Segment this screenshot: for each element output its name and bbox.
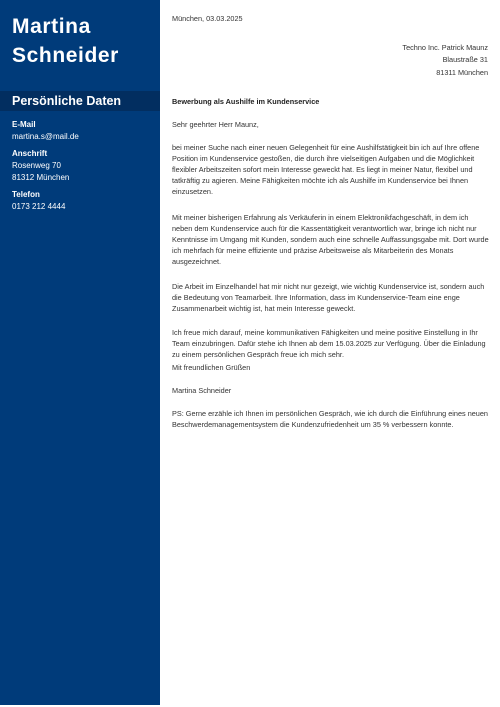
applicant-last-name: Schneider: [12, 44, 119, 67]
email-block: [12, 119, 157, 143]
address-city: 81312 München: [12, 173, 70, 182]
salutation: Sehr geehrter Herr Maunz,: [172, 120, 259, 129]
phone-label: Telefon: [12, 190, 40, 199]
postscript: PS: Gerne erzähle ich Ihnen im persönlichen Gespräch, wie ich durch die Einführung eines neuen Beschwerdemanagementsystem die Kundenzufriedenheit um 35 % verbessern konnte.: [172, 409, 488, 429]
address-block: [12, 148, 157, 184]
recipient-line-2: Blaustraße 31: [442, 55, 488, 65]
address-street: Rosenweg 70: [12, 161, 61, 170]
paragraph-4: Ich freue mich darauf, meine kommunikativen Fähigkeiten und meine positive Einstellung in Ihr Team einzubringen. Dafür stehe ich Ihnen ab dem 15.03.2025 zur Verfügung. Über die Einladung zu einem persönlichen Gespräch freue ich mich sehr.: [172, 328, 486, 359]
recipient-line-3: 81311 München: [436, 67, 488, 77]
place-date: München, 03.03.2025: [172, 14, 243, 23]
applicant-name: [12, 12, 119, 70]
address-label: Anschrift: [12, 149, 48, 158]
paragraph-1: bei meiner Suche nach einer neuen Gelegenheit für eine Aushilfstätigkeit bin ich auf Ihre offene Position im Kundenservice gestoßen, die durch ihre vielseitigen Aufgaben und die Möglichkeit flexibler Arbeitszeiten sofort mein Interesse geweckt hat. Es liegt in meiner Natur, flexibel und tatkräftig zu agieren. Meine Fähigkeiten möchte ich als Aushilfe im Kundenservice bei Ihnen einzusetzen.: [172, 143, 480, 196]
personal-data-header: [0, 91, 160, 111]
paragraph-2: Mit meiner bisherigen Erfahrung als Verkäuferin in einem Elektronikfachgeschäft, in dem ich neben dem Kundenservice auch für die Kassentätigkeit verantwortlich war, bringe ich nicht nur Kenntnisse im Umgang mit Kunden, sondern auch eine schnelle Auffassungsgabe mit. Dort wurde ich mehrfach für meine effiziente und präzise Arbeitsweise als Mitarbeiterin des Monats ausgezeichnet.: [172, 213, 489, 266]
paragraph-3: Die Arbeit im Einzelhandel hat mir nicht nur gezeigt, wie wichtig Kundenservice ist, sondern auch die Bedeutung von Teamarbeit. Ihre Information, dass im Kundenservice-Team eine enge Zusammenarbeit wichtig ist, hat mein Interesse geweckt.: [172, 282, 485, 313]
recipient-line-1: Techno Inc. Patrick Maunz: [402, 43, 488, 52]
phone-block: [12, 189, 157, 213]
closing-phrase: Mit freundlichen Grüßen: [172, 363, 251, 372]
phone-value: 0173 212 4444: [12, 202, 66, 211]
email-value: martina.s@mail.de: [12, 132, 79, 141]
personal-data-title: Persönliche Daten: [12, 94, 122, 108]
recipient-address: [172, 42, 488, 79]
email-label: E-Mail: [12, 120, 36, 129]
letter-subject: Bewerbung als Aushilfe im Kundenservice: [172, 97, 320, 106]
sidebar: [0, 0, 160, 705]
applicant-first-name: Martina: [12, 15, 91, 38]
signature-name: Martina Schneider: [172, 386, 232, 395]
